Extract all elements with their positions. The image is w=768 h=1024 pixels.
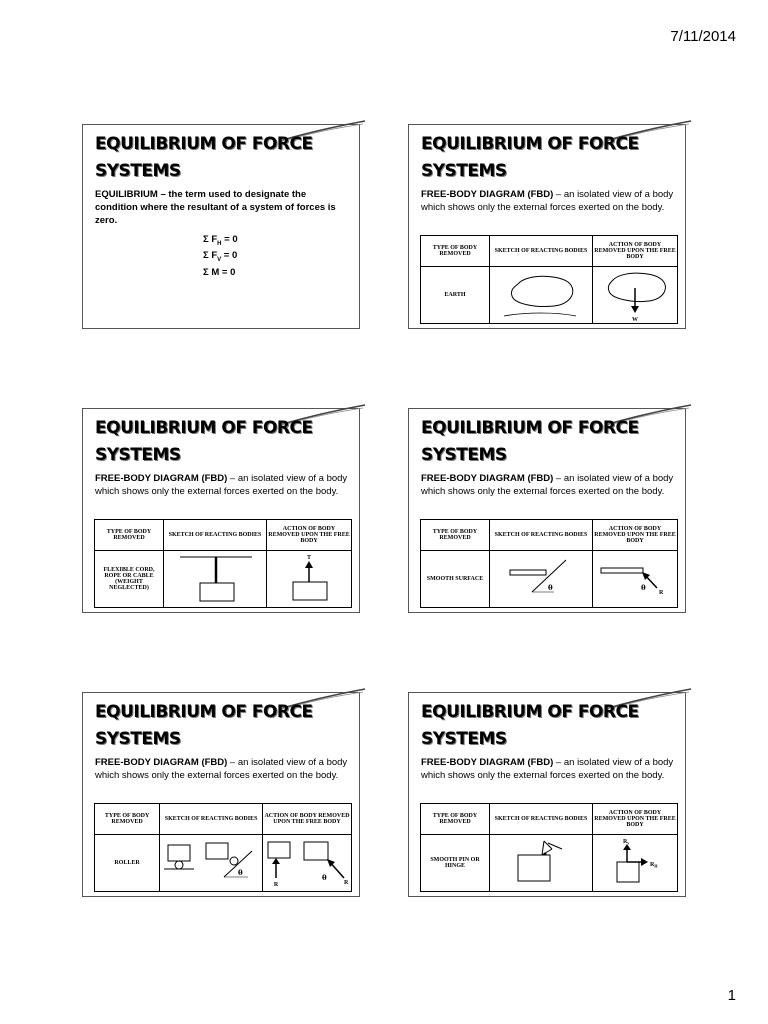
body-type: EARTH [421, 267, 490, 324]
body-type: ROLLER [95, 835, 160, 892]
slide-title: EQUILIBRIUM OF FORCE SYSTEMS [95, 134, 313, 181]
roller-sketch [162, 837, 260, 889]
slide-title: EQUILIBRIUM OF FORCE SYSTEMS [421, 702, 639, 749]
earth-sketch [496, 270, 586, 320]
svg-text:RH: $R_H$ [650, 862, 658, 869]
slide-title: EQUILIBRIUM OF FORCE SYSTEMS [95, 702, 313, 749]
slide-title: EQUILIBRIUM OF FORCE SYSTEMS [421, 134, 639, 181]
slide-text: EQUILIBRIUM – the term used to designate the condition where the resultant of a system of forces is zero. [95, 189, 336, 226]
slide-fbd-pin [408, 692, 686, 897]
body-type: SMOOTH PIN OR HINGE [421, 835, 490, 892]
page-number: 1 [727, 987, 736, 1004]
cord-action [269, 552, 349, 606]
pin-action [595, 836, 675, 890]
fbd-table: TYPE OF BODY REMOVED SKETCH OF REACTING BODIES ACTION OF BODY REMOVED UPON THE FREE BODY EARTH W [420, 235, 678, 324]
slide-text: FREE-BODY DIAGRAM (FBD) – an isolated view of a body which shows only the external forces exerted on the body. [421, 757, 674, 781]
svg-text:R: R [273, 882, 279, 888]
slide-text: FREE-BODY DIAGRAM (FBD) – an isolated view of a body which shows only the external forces exerted on the body. [421, 189, 674, 213]
slide-title: EQUILIBRIUM OF FORCE SYSTEMS [95, 418, 313, 465]
slide-text: FREE-BODY DIAGRAM (FBD) – an isolated view of a body which shows only the external forces exerted on the body. [421, 473, 674, 497]
slide-fbd-earth [408, 124, 686, 329]
fbd-table: TYPE OF BODY REMOVED SKETCH OF REACTING BODIES ACTION OF BODY REMOVED UPON THE FREE BODY SMOOTH SURFACE θ θ R [420, 519, 678, 608]
smooth-surface-action [595, 552, 675, 606]
svg-text:W: W [632, 317, 638, 322]
svg-text:Rv: $R_v$ [623, 839, 630, 846]
body-type: FLEXIBLE CORD, ROPE OR CABLE (WEIGHT NEGLECTED) [95, 551, 164, 608]
svg-text:θ: θ [238, 868, 243, 877]
slide-text: FREE-BODY DIAGRAM (FBD) – an isolated view of a body which shows only the external forces exerted on the body. [95, 473, 348, 497]
svg-text:T: T [306, 555, 312, 561]
header-date: 7/11/2014 [670, 28, 736, 45]
fbd-table: TYPE OF BODY REMOVED SKETCH OF REACTING BODIES ACTION OF BODY REMOVED UPON THE FREE BODY SMOOTH PIN OR HINGE $R_v$ $R_H$ [420, 803, 678, 892]
slide-title: EQUILIBRIUM OF FORCE SYSTEMS [421, 418, 639, 465]
equilibrium-equations [203, 234, 238, 279]
equation-m: Σ M = 0 [203, 266, 236, 278]
svg-text:θ: θ [322, 873, 327, 882]
equation-fv: Σ $F_V = 0$ [203, 250, 238, 264]
body-type: SMOOTH SURFACE [421, 551, 490, 608]
slide-fbd-cord [82, 408, 360, 613]
svg-text:R: R [344, 880, 349, 886]
cord-sketch [170, 553, 260, 605]
equation-fh: Σ $F_H = 0$ [203, 234, 238, 247]
slide-text: FREE-BODY DIAGRAM (FBD) – an isolated view of a body which shows only the external forces exerted on the body. [95, 757, 348, 781]
roller-action [264, 836, 350, 890]
fbd-table: TYPE OF BODY REMOVED SKETCH OF REACTING BODIES ACTION OF BODY REMOVED UPON THE FREE BODY FLEXIBLE CORD, ROPE OR CABLE (WEIGHT NEGLECTED) T [94, 519, 352, 608]
svg-text:θ: θ [641, 583, 646, 592]
slide-equilibrium [82, 124, 360, 329]
pin-sketch [496, 837, 586, 889]
fbd-table: TYPE OF BODY REMOVED SKETCH OF REACTING BODIES ACTION OF BODY REMOVED UPON THE FREE BODY ROLLER θ R θ R [94, 803, 352, 892]
svg-text:θ: θ [548, 583, 553, 592]
slide-fbd-smooth-surface [408, 408, 686, 613]
svg-text:R: R [659, 590, 664, 596]
smooth-surface-sketch [496, 554, 586, 604]
slide-fbd-roller [82, 692, 360, 897]
earth-action [595, 268, 675, 322]
